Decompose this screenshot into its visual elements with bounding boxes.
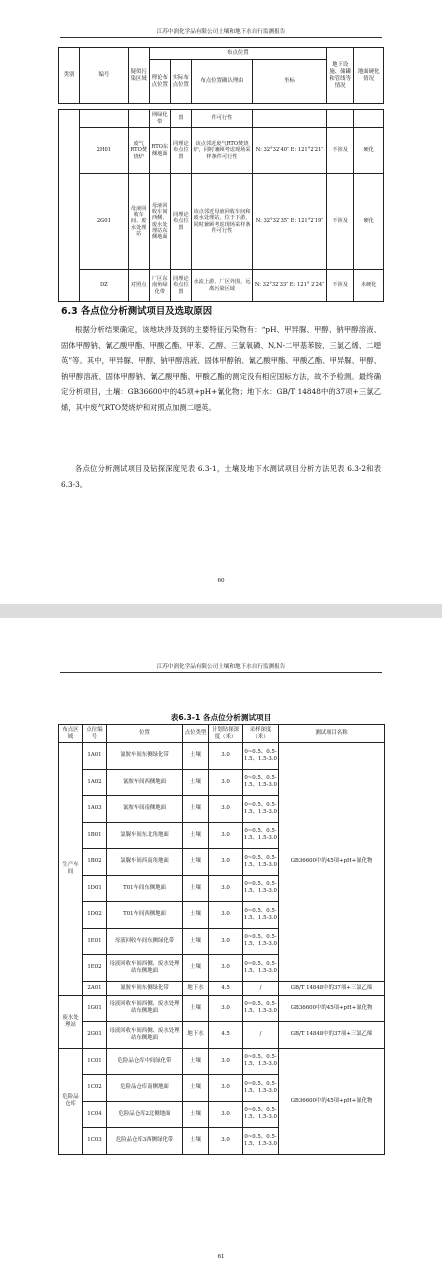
point-position: 母液回收车间西侧、废水处理站东侧地面	[107, 995, 183, 1022]
col-reason: 布点位置确认理由	[191, 60, 252, 104]
col-underground: 地下设施、储罐和管线等情况	[326, 48, 353, 104]
col-position-group: 布点位置	[149, 48, 326, 60]
drill-depth: 3.0	[209, 743, 243, 770]
point-position: 氰胺车间东侧绿化带	[107, 743, 183, 770]
point-type: 土壤	[183, 796, 209, 823]
page-number: 60	[217, 578, 225, 584]
point-type: 土壤	[183, 1048, 209, 1075]
sampling-point-table-body	[58, 109, 384, 302]
sample-depth: 0~0.5、0.5-1.5、1.5-3.0	[243, 1075, 279, 1102]
point-code: 1D02	[83, 902, 107, 929]
point-type: 土壤	[183, 822, 209, 849]
point-position: 危险品仓库南侧地面	[107, 1075, 183, 1102]
sample-depth: 0~0.5、0.5-1.5、1.5-3.0	[243, 1128, 279, 1155]
point-position: 母液回收车间东侧绿化带	[107, 928, 183, 955]
sample-depth: 0~0.5、0.5-1.5、1.5-3.0	[243, 796, 279, 823]
sample-depth: 0~0.5、0.5-1.5、1.5-3.0	[243, 769, 279, 796]
point-position: 母液回收车间西侧、废水处理站东侧地面	[107, 955, 183, 982]
point-code: 1C03	[83, 1128, 107, 1155]
table-row	[59, 1022, 385, 1049]
drill-depth: 3.0	[209, 1128, 243, 1155]
sample-depth: 0~0.5、0.5-1.5、1.5-3.0	[243, 1048, 279, 1075]
drill-depth: 3.0	[209, 928, 243, 955]
sample-depth: 0~0.5、0.5-1.5、1.5-3.0	[243, 849, 279, 876]
area-name: 危险品仓库	[59, 1048, 83, 1154]
sample-depth: 0~0.5、0.5-1.5、1.5-3.0	[243, 1101, 279, 1128]
point-position: 危险品仓库中间绿化带	[107, 1048, 183, 1075]
point-code: 1C02	[83, 1075, 107, 1102]
test-items: GB36600中的45项+pH+氰化物	[279, 995, 385, 1022]
table-row: DZ 对照点 厂区东南角绿化带 同理论布点位置 水流上游，厂区外围，远离污染区域 N: 32°32′33″ E: 121° 2′24″ 不涉及 未硬化	[59, 270, 384, 302]
drill-depth: 3.0	[209, 955, 243, 982]
point-code: 1A02	[83, 769, 107, 796]
point-position: 氯脲车间东北角地面	[107, 822, 183, 849]
drill-depth: 3.0	[209, 995, 243, 1022]
drill-depth: 3.0	[209, 1101, 243, 1128]
sampling-point-table	[58, 47, 384, 104]
point-type: 土壤	[183, 928, 209, 955]
col-coord: 坐标	[253, 60, 327, 104]
drill-depth: 4.5	[209, 1022, 243, 1049]
drill-depth: 3.0	[209, 875, 243, 902]
point-type: 土壤	[183, 849, 209, 876]
gw-depth: 4.5	[209, 981, 243, 995]
table-row	[59, 981, 385, 995]
point-type: 土壤	[183, 1128, 209, 1155]
point-position: 氰胺车间南侧地面	[107, 796, 183, 823]
point-code: 1A01	[83, 743, 107, 770]
point-code: 1E02	[83, 955, 107, 982]
gw-pos: 氰胺车间东侧绿化带	[107, 981, 183, 995]
point-type: 土壤	[183, 1075, 209, 1102]
drill-depth: 3.0	[209, 1048, 243, 1075]
sample-depth: 0~0.5、0.5-1.5、1.5-3.0	[243, 928, 279, 955]
table-row: 2H01 废气RTO焚烧炉 RTO东侧地面 同理论布点位置 该点邻近废气RTO焚烧炉，同时兼顾考虑现场采样条件可行性 N: 32°32′40″ E: 121°2′21″ 不涉及 硬化	[59, 128, 384, 174]
area-name: 废水处理站	[59, 995, 83, 1048]
point-position: 氯脲车间西南角地面	[107, 849, 183, 876]
page-60	[0, 0, 442, 604]
gw-items: GB/T 14848中的37项+三氯乙烯	[279, 981, 385, 995]
table-row	[59, 743, 385, 770]
point-position: T01车间西侧地面	[107, 902, 183, 929]
gw-sample: /	[243, 981, 279, 995]
sample-depth: 0~0.5、0.5-1.5、1.5-3.0	[243, 955, 279, 982]
point-position: T01车间东侧地面	[107, 875, 183, 902]
col-ground: 地面硬化情况	[354, 48, 384, 104]
gw-type: 地下水	[183, 981, 209, 995]
point-code: 1G01	[83, 995, 107, 1022]
table-header-row: 布点区域 点位编号 位置 点位类型 计划钻探深度（米） 采样深度（米） 测试项目名称	[59, 725, 385, 743]
test-items: GB36600中的45项+pH+氰化物	[279, 743, 385, 982]
col-category: 类别	[59, 48, 80, 104]
paragraph: 各点位分析测试项目及钻探深度见表 6.3-1，土壤及地下水测试项目分析方法见表 6.3-2和表6.3-3。	[61, 464, 381, 489]
running-header: 江苏中润化学品有限公司土壤和地下水自行监测报告	[60, 27, 382, 38]
drill-depth: 3.0	[209, 796, 243, 823]
sample-depth: /	[243, 1022, 279, 1049]
point-code: 1D01	[83, 875, 107, 902]
running-header: 江苏中润化学品有限公司土壤和地下水自行监测报告	[60, 662, 382, 673]
point-type: 土壤	[183, 955, 209, 982]
gw-code: 2A01	[83, 981, 107, 995]
point-type: 土壤	[183, 875, 209, 902]
point-type: 土壤	[183, 995, 209, 1022]
sample-depth: 0~0.5、0.5-1.5、1.5-3.0	[243, 743, 279, 770]
point-code: 1C04	[83, 1101, 107, 1128]
table-row: 网绿化带 置 件可行性	[59, 110, 384, 128]
test-items: GB36600中的45项+pH+氰化物	[279, 1048, 385, 1154]
table-title: 表6.3-1 各点位分析测试项目	[170, 713, 272, 722]
table-row	[59, 1048, 385, 1075]
point-code: 1B02	[83, 849, 107, 876]
drill-depth: 3.0	[209, 1075, 243, 1102]
drill-depth: 3.0	[209, 902, 243, 929]
table-row: 2G01 母液回收车间、废水处理站 母液回收车间西侧、废水处理站东侧地面 同理论布点位置 该点邻近母液回收车间和废水处理站，位于下游，同时兼顾考虑现场采样条件可行性 N: 32°32′35″ E: 121°2′19″ 不涉及 硬化	[59, 174, 384, 270]
paragraph: 根据分析结果确定，该地块涉及到的主要特征污染物有：“pH、甲异脲、甲醇、钠甲醇溶液、固体甲醇钠、氰乙酸甲酯、甲酸乙酯、甲苯、乙醇、三氯氧磷、N,N-二甲基苯胺、三氯乙烯、二噁英”等。其中，甲异脲、甲醇、钠甲醇溶液、固体甲醇钠、氰乙酸甲酯、甲酸乙酯、甲异脲、甲醇、钠甲醇溶液、固体甲醇钠、氰乙酸甲酯、甲酸乙酯的测定没有相应国标方法，故不予检测。最终确定分析项目，土壤：GB36600中的45项+pH+氰化物；地下水：GB/T 14848中的37项+三氯乙烯，其中废气RTO焚烧炉和对照点加测二噁英。	[61, 325, 381, 412]
point-position: 氰胺车间西侧地面	[107, 769, 183, 796]
point-type: 土壤	[183, 769, 209, 796]
col-theory: 理论布点位置	[149, 60, 170, 104]
point-type: 地下水	[183, 1022, 209, 1049]
point-position: 危险品仓库2北侧地面	[107, 1101, 183, 1128]
area-name: 生产车间	[59, 743, 83, 996]
analysis-items-table	[58, 724, 385, 1155]
drill-depth: 3.0	[209, 822, 243, 849]
page-61	[0, 618, 442, 1270]
point-code: 2G01	[83, 1022, 107, 1049]
sample-depth: 0~0.5、0.5-1.5、1.5-3.0	[243, 902, 279, 929]
point-code: 1B01	[83, 822, 107, 849]
test-items: GB/T 14848中的37项+三氯乙烯	[279, 1022, 385, 1049]
sample-depth: 0~0.5、0.5-1.5、1.5-3.0	[243, 822, 279, 849]
point-position: 危险品仓库3西侧绿化带	[107, 1128, 183, 1155]
point-position: 母液回收车间西侧、废水处理站东侧地面	[107, 1022, 183, 1049]
point-type: 土壤	[183, 743, 209, 770]
col-code: 编号	[80, 48, 129, 104]
point-code: 1C01	[83, 1048, 107, 1075]
point-type: 土壤	[183, 902, 209, 929]
sample-depth: 0~0.5、0.5-1.5、1.5-3.0	[243, 995, 279, 1022]
sample-depth: 0~0.5、0.5-1.5、1.5-3.0	[243, 875, 279, 902]
drill-depth: 3.0	[209, 849, 243, 876]
table-row	[59, 995, 385, 1022]
point-type: 土壤	[183, 1101, 209, 1128]
page-number: 61	[217, 1254, 225, 1260]
point-code: 1A03	[83, 796, 107, 823]
point-code: 1E01	[83, 928, 107, 955]
section-title: 6.3 各点位分析测试项目及选取原因	[61, 306, 213, 317]
drill-depth: 3.0	[209, 769, 243, 796]
col-actual: 实际布点位置	[170, 60, 191, 104]
col-suspected-area: 疑似污染区域	[128, 48, 149, 104]
